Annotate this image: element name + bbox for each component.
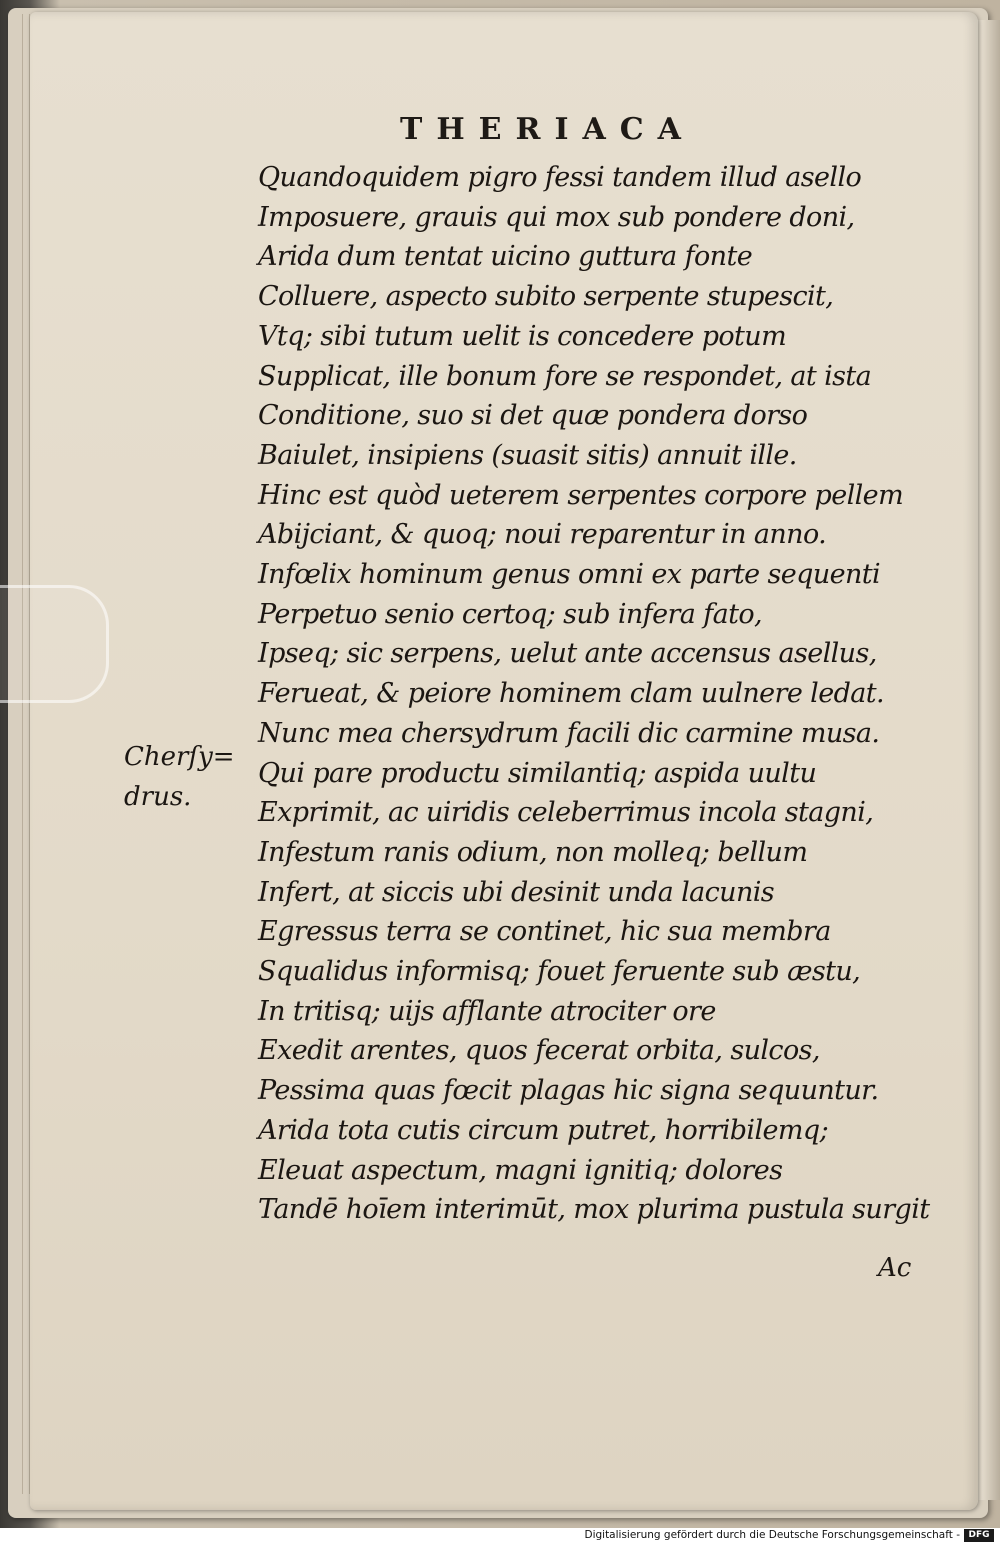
verse-line: Egressus terra se continet, hic sua membra <box>258 916 831 948</box>
verse-line: Abijciant, & quoq; noui reparentur in anno. <box>258 519 827 551</box>
verse-line: Baiulet, insipiens (suasit sitis) annuit ille. <box>258 439 797 471</box>
verse-line: Arida tota cutis circum putret, horribilemq; <box>258 1114 829 1146</box>
verse-block <box>258 158 930 1230</box>
verse-line: Perpetuo senio certoq; sub infera fato, <box>258 598 763 630</box>
marginal-note-line: drus. <box>124 782 192 812</box>
running-head: THERIACA <box>400 112 695 147</box>
verse-line: Colluere, aspecto subito serpente stupescit, <box>258 281 834 313</box>
page-clip-mark <box>0 585 109 703</box>
verse-line: Ipseq; sic serpens, uelut ante accensus asellus, <box>258 638 877 670</box>
verse-line: Quandoquidem pigro fessi tandem illud asello <box>258 162 862 193</box>
verse-line: Infert, at siccis ubi desinit unda lacunis <box>258 876 775 908</box>
verse-line: Conditione, suo si det quæ pondera dorso <box>258 400 808 432</box>
verse-line: Squalidus informisq; fouet feruente sub æstu, <box>258 956 861 988</box>
verse-line: Pessima quas fœcit plagas hic signa sequuntur. <box>258 1075 879 1107</box>
marginal-note-line: Cherſy= <box>124 742 235 772</box>
verse-line: In tritisq; uijs afflante atrociter ore <box>258 995 716 1027</box>
verse-line: Tandē hoīem interimūt, mox plurima pustula surgit <box>258 1194 930 1226</box>
verse-line: Ferueat, & peiore hominem clam uulnere ledat. <box>258 678 885 710</box>
verse-line: Supplicat, ille bonum fore se respondet, at ista <box>258 360 872 392</box>
verse-line: Arida dum tentat uicino guttura fonte <box>258 241 753 273</box>
verse-line: Infœlix hominum genus omni ex parte sequenti <box>258 559 881 591</box>
funding-notice: Digitalisierung gefördert durch die Deutsche Forschungsgemeinschaft - <box>584 1529 960 1541</box>
verse-line: Infestum ranis odium, non molleq; bellum <box>258 836 808 868</box>
verse-line: Nunc mea chersydrum facili dic carmine musa. <box>258 717 880 749</box>
catchword: Ac <box>878 1253 912 1283</box>
verse-line: Exprimit, ac uiridis celeberrimus incola stagni, <box>258 797 874 829</box>
verse-line: Qui pare productu similantiq; aspida uultu <box>258 757 817 789</box>
verse-line: Hinc est quòd ueterem serpentes corpore pellem <box>258 479 904 511</box>
footer-bar <box>0 1528 1000 1544</box>
dfg-logo-icon: DFG <box>964 1529 994 1542</box>
verse-line: Exedit arentes, quos fecerat orbita, sulcos, <box>258 1035 820 1067</box>
verse-line: Imposuere, grauis qui mox sub pondere doni, <box>258 201 855 233</box>
marginal-note <box>124 737 235 817</box>
verse-line: Vtq; sibi tutum uelit is concedere potum <box>258 320 787 352</box>
verse-line: Eleuat aspectum, magni ignitiq; dolores <box>258 1154 783 1186</box>
